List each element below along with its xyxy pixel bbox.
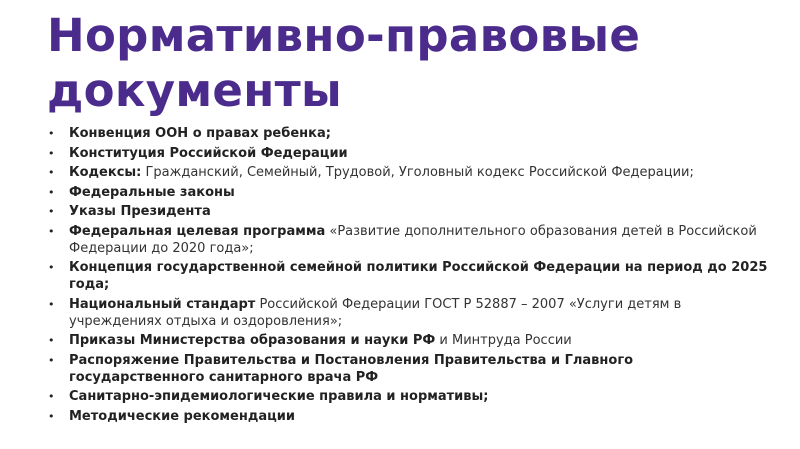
list-item	[48, 125, 768, 142]
document-list	[48, 125, 768, 427]
item-bold-text: Методические рекомендации	[69, 408, 295, 424]
bullet-icon: •	[48, 334, 55, 347]
list-item	[48, 203, 768, 220]
item-bold-text: Национальный стандарт	[69, 296, 256, 312]
list-item	[48, 223, 768, 257]
item-bold-text: Федеральные законы	[69, 184, 235, 200]
bullet-icon: •	[48, 409, 55, 423]
slide-title: Нормативно-правовые документы	[47, 9, 641, 117]
item-normal-text: Гражданский, Семейный, Трудовой, Уголовный кодекс Российской Федерации;	[141, 165, 694, 180]
list-item	[48, 332, 768, 349]
list-item	[48, 259, 768, 293]
bullet-icon: •	[48, 205, 55, 218]
item-bold-text: Конституция Российской Федерации	[69, 145, 348, 161]
bullet-icon: •	[48, 390, 55, 403]
list-item	[48, 184, 768, 201]
bullet-icon: •	[48, 166, 55, 179]
bullet-icon: •	[48, 297, 55, 311]
item-bold-text: Кодексы:	[69, 165, 142, 180]
bullet-icon: •	[48, 185, 55, 199]
bullet-icon: •	[48, 224, 55, 238]
bullet-icon: •	[48, 146, 55, 160]
list-item	[48, 145, 768, 162]
list-item	[48, 352, 768, 386]
bullet-icon: •	[48, 127, 55, 140]
item-bold-text: Конвенция ООН о правах ребенка;	[69, 126, 331, 141]
bullet-icon: •	[48, 353, 55, 367]
item-normal-text: «Развитие дополнительного образования детей в Российской Федерации до 2020 года»;	[69, 223, 757, 256]
list-item	[48, 296, 768, 330]
item-normal-text: и Минтруда России	[435, 333, 572, 348]
item-normal-text: Российской Федерации ГОСТ Р 52887 – 2007 «Услуги детям в учреждениях отдыха и оздоровления»;	[69, 296, 682, 329]
item-bold-text: Приказы Министерства образования и науки РФ	[69, 333, 436, 348]
item-bold-text: Федеральная целевая программа	[69, 223, 326, 239]
list-item	[48, 388, 768, 405]
item-bold-text: Санитарно-эпидемиологические правила и нормативы;	[69, 389, 489, 404]
item-bold-text: Распоряжение Правительства и Постановления Правительства и Главного государственного санитарного врача РФ	[69, 352, 634, 385]
item-bold-text: Концепция государственной семейной политики Российской Федерации на период до 2025 года;	[69, 260, 768, 292]
bullet-icon: •	[48, 261, 55, 274]
item-bold-text: Указы Президента	[69, 204, 211, 219]
list-item	[48, 408, 768, 425]
list-item	[48, 164, 768, 181]
